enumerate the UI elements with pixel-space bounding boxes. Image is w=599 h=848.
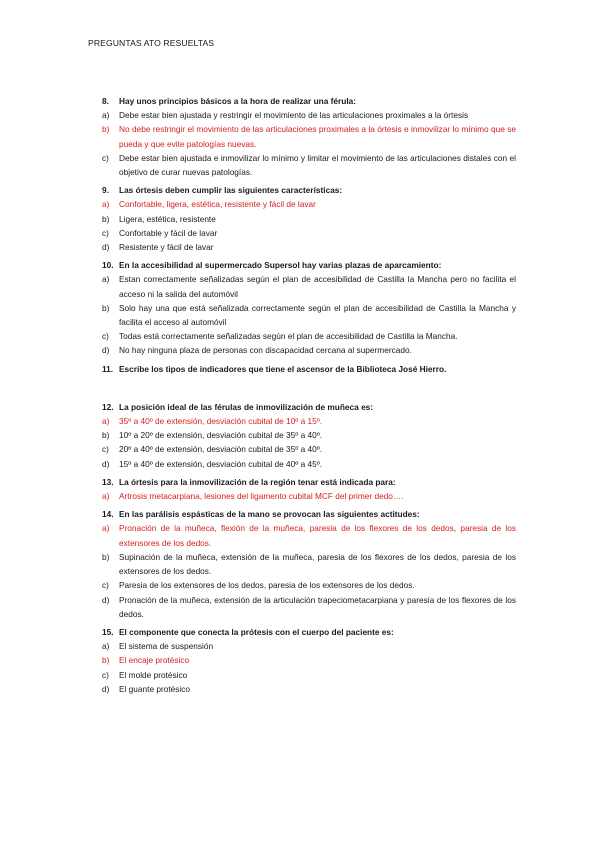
option-text: No hay ninguna plaza de personas con discapacidad cercana al supermercado.	[119, 345, 412, 356]
question-text: En las parálisis espásticas de la mano se provocan las siguientes actitudes:	[119, 509, 420, 520]
option-letter: a)	[102, 523, 110, 534]
option-text: 20º a 40º de extensión, desviación cubital de 35º a 40º.	[119, 444, 323, 455]
answer-options	[102, 639, 516, 696]
option-text: Debe estar bien ajustada y restringir el movimiento de las articulaciones proximales a la órtesis	[119, 110, 469, 121]
answer-options	[102, 414, 516, 471]
question-number: 13.	[102, 476, 114, 487]
answer-option	[102, 151, 516, 179]
option-letter: d)	[102, 345, 110, 356]
question-title	[102, 475, 516, 489]
answer-option-correct	[102, 414, 516, 428]
answer-option	[102, 272, 516, 300]
option-letter: b)	[102, 124, 110, 135]
option-letter: a)	[102, 641, 110, 652]
question-block	[102, 625, 516, 696]
question-number: 10.	[102, 260, 114, 271]
option-letter: c)	[102, 580, 109, 591]
option-text: No debe restringir el movimiento de las articulaciones proximales a la órtesis e inmovilizar lo mínimo que se pueda y que evite patologías nuevas.	[119, 124, 516, 149]
option-letter: a)	[102, 199, 110, 210]
question-number: 12.	[102, 401, 114, 412]
option-letter: b)	[102, 213, 110, 224]
answer-option-correct	[102, 122, 516, 150]
option-text: Pronación de la muñeca, flexión de la muñeca, paresia de los flexores de los dedos, paresia de los extensores de los dedos.	[119, 523, 516, 548]
answer-option	[102, 639, 516, 653]
option-text: Resistente y fácil de lavar	[119, 242, 214, 253]
answer-option-correct	[102, 521, 516, 549]
option-text: Artrosis metacarpiana, lesiones del ligamento cubital MCF del primer dedo….	[119, 491, 404, 502]
question-title	[102, 94, 516, 108]
option-text: El encaje protésico	[119, 655, 190, 666]
option-text: Estan correctamente señalizadas según el plan de accesibilidad de Castilla la Mancha pero no facilita el acceso ni la salida del automóvil	[119, 274, 516, 299]
option-letter: a)	[102, 491, 110, 502]
answer-option	[102, 668, 516, 682]
question-text: En la accesibilidad al supermercado Supersol hay varias plazas de aparcamiento:	[119, 260, 442, 271]
question-title	[102, 625, 516, 639]
question-text: La posición ideal de las férulas de inmovilización de muñeca es:	[119, 401, 374, 412]
answer-options	[102, 108, 516, 179]
question-block	[102, 475, 516, 503]
spacer	[102, 376, 516, 400]
option-letter: b)	[102, 430, 110, 441]
option-text: Supinación de la muñeca, extensión de la muñeca, paresia de los flexores de los dedos, paresia de los extensores de los dedos.	[119, 551, 516, 577]
question-list	[102, 94, 516, 696]
option-letter: b)	[102, 655, 110, 666]
option-letter: c)	[102, 227, 109, 238]
option-letter: c)	[102, 444, 109, 455]
answer-option	[102, 240, 516, 254]
question-number: 9.	[102, 185, 109, 196]
answer-option	[102, 442, 516, 456]
answer-options	[102, 197, 516, 254]
answer-option-correct	[102, 197, 516, 211]
question-number: 8.	[102, 96, 109, 106]
answer-option	[102, 108, 516, 122]
option-letter: d)	[102, 242, 110, 253]
answer-option	[102, 212, 516, 226]
answer-options	[102, 272, 516, 357]
question-title	[102, 258, 516, 272]
answer-options	[102, 489, 516, 503]
question-block	[102, 507, 516, 621]
question-title	[102, 400, 516, 414]
answer-options	[102, 521, 516, 620]
answer-option	[102, 428, 516, 442]
question-text: Las órtesis deben cumplir las siguientes características:	[119, 185, 343, 196]
option-letter: d)	[102, 458, 110, 469]
answer-option	[102, 457, 516, 471]
option-text: Ligera, estética, resistente	[119, 213, 216, 224]
option-letter: b)	[102, 551, 110, 562]
option-text: Debe estar bien ajustada e inmovilizar lo mínimo y limitar el movimiento de las articulaciones distales con el objetivo de curar nuevas patologías.	[119, 152, 516, 178]
answer-option	[102, 343, 516, 357]
question-text: Escribe los tipos de indicadores que tiene el ascensor de la Biblioteca José Hierro.	[119, 363, 447, 374]
option-text: Solo hay una que está señalizada correctamente según el plan de accesibilidad de Castilla la Mancha y facilita el acceso al automóvil	[119, 302, 516, 328]
question-number: 15.	[102, 626, 114, 637]
option-text: Todas está correctamente señalizadas según el plan de accesibilidad de Castilla la Mancha.	[119, 331, 458, 342]
option-letter: d)	[102, 594, 110, 605]
question-text: El componente que conecta la prótesis con el cuerpo del paciente es:	[119, 626, 394, 637]
question-title	[102, 507, 516, 521]
answer-option	[102, 593, 516, 621]
option-text: Paresia de los extensores de los dedos, paresia de los extensores de los dedos.	[119, 580, 415, 591]
answer-option-correct	[102, 489, 516, 503]
option-text: El sistema de suspensión	[119, 641, 214, 652]
option-letter: a)	[102, 416, 110, 427]
question-title	[102, 362, 516, 376]
option-text: El guante protésico	[119, 683, 191, 694]
question-text: Hay unos principios básicos a la hora de realizar una férula:	[119, 96, 356, 106]
question-title	[102, 183, 516, 197]
option-text: 15º a 40º de extensión, desviación cubital de 40º a 45º.	[119, 458, 323, 469]
option-letter: c)	[102, 152, 109, 163]
option-text: Pronación de la muñeca, extensión de la articulación trapeciometacarpiana y paresia de los flexores de los dedos.	[119, 594, 516, 619]
option-letter: c)	[102, 669, 109, 680]
option-text: 35º a 40º de extensión, desviación cubital de 10º a 15º.	[119, 416, 323, 427]
answer-option	[102, 226, 516, 240]
question-text: La órtesis para la inmovilización de la región tenar está indicada para:	[119, 476, 396, 487]
option-letter: a)	[102, 274, 110, 285]
page-header: PREGUNTAS ATO RESUELTAS	[88, 38, 215, 48]
answer-option	[102, 301, 516, 329]
option-text: Confortable y fácil de lavar	[119, 227, 218, 238]
answer-option	[102, 550, 516, 578]
question-block	[102, 400, 516, 471]
question-block	[102, 362, 516, 376]
option-text: El molde protésico	[119, 669, 188, 680]
answer-option	[102, 578, 516, 592]
question-block	[102, 258, 516, 357]
answer-option	[102, 329, 516, 343]
question-block	[102, 183, 516, 254]
option-letter: b)	[102, 302, 110, 313]
question-number: 11.	[102, 363, 114, 374]
option-text: Confortable, ligera, estética, resistente y fácil de lavar	[119, 199, 316, 210]
option-letter: a)	[102, 110, 110, 121]
answer-option-correct	[102, 653, 516, 667]
option-letter: d)	[102, 683, 110, 694]
question-number: 14.	[102, 509, 114, 520]
option-text: 10º a 20º de extensión, desviación cubital de 35º a 40º.	[119, 430, 323, 441]
answer-option	[102, 682, 516, 696]
option-letter: c)	[102, 331, 109, 342]
question-block	[102, 94, 516, 179]
